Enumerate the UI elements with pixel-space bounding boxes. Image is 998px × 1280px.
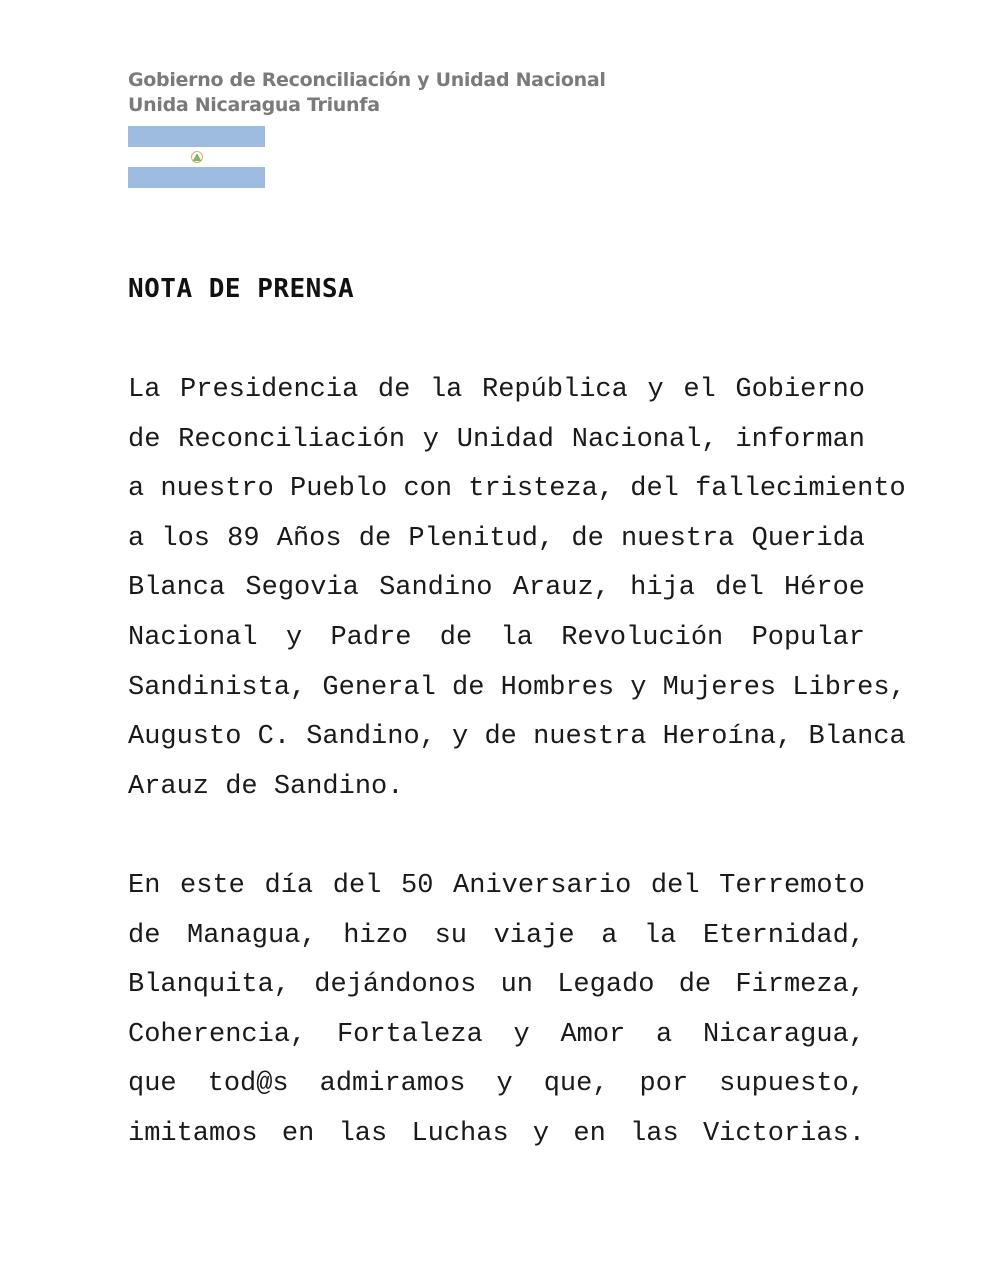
paragraph-line: a los 89 Años de Plenitud, de nuestra Querida [128,523,865,554]
flag-top-stripe [128,126,265,147]
press-release-title: NOTA DE PRENSA [128,274,355,304]
paragraph-line: Arauz de Sandino. [128,771,404,802]
flag-bottom-stripe [128,167,265,188]
paragraph-line: de Reconciliación y Unidad Nacional, informan [128,424,865,455]
paragraph-line: imitamos en las Luchas y en las Victorias. [128,1118,865,1149]
letterhead-slogan: Unida Nicaragua Triunfa [128,94,380,116]
paragraph-line: Nacional y Padre de la Revolución Popular [128,622,865,653]
paragraph-line: Augusto C. Sandino, y de nuestra Heroína, Blanca [128,722,906,753]
paragraph-tribute [128,862,865,1160]
flag-emblem-icon [191,151,203,163]
letterhead-government-name: Gobierno de Reconciliación y Unidad Nacional [128,69,606,91]
paragraph-line: de Managua, hizo su viaje a la Eternidad, [128,920,865,951]
paragraph-line: a nuestro Pueblo con tristeza, del fallecimiento [128,474,906,505]
flag-middle-stripe [128,147,265,168]
paragraph-line: Sandinista, General de Hombres y Mujeres Libres, [128,672,906,703]
paragraph-line: Coherencia, Fortaleza y Amor a Nicaragua, [128,1019,865,1050]
paragraph-line: La Presidencia de la República y el Gobierno [128,375,865,405]
nicaragua-flag-icon [128,126,265,188]
paragraph-line: Blanquita, dejándonos un Legado de Firmeza, [128,970,865,1001]
paragraph-line: que tod@s admiramos y que, por supuesto, [128,1069,865,1100]
paragraph-line: En este día del 50 Aniversario del Terremoto [128,871,865,901]
paragraph-announcement [128,366,906,812]
letterhead [128,68,606,118]
paragraph-line: Blanca Segovia Sandino Arauz, hija del Héroe [128,573,865,604]
